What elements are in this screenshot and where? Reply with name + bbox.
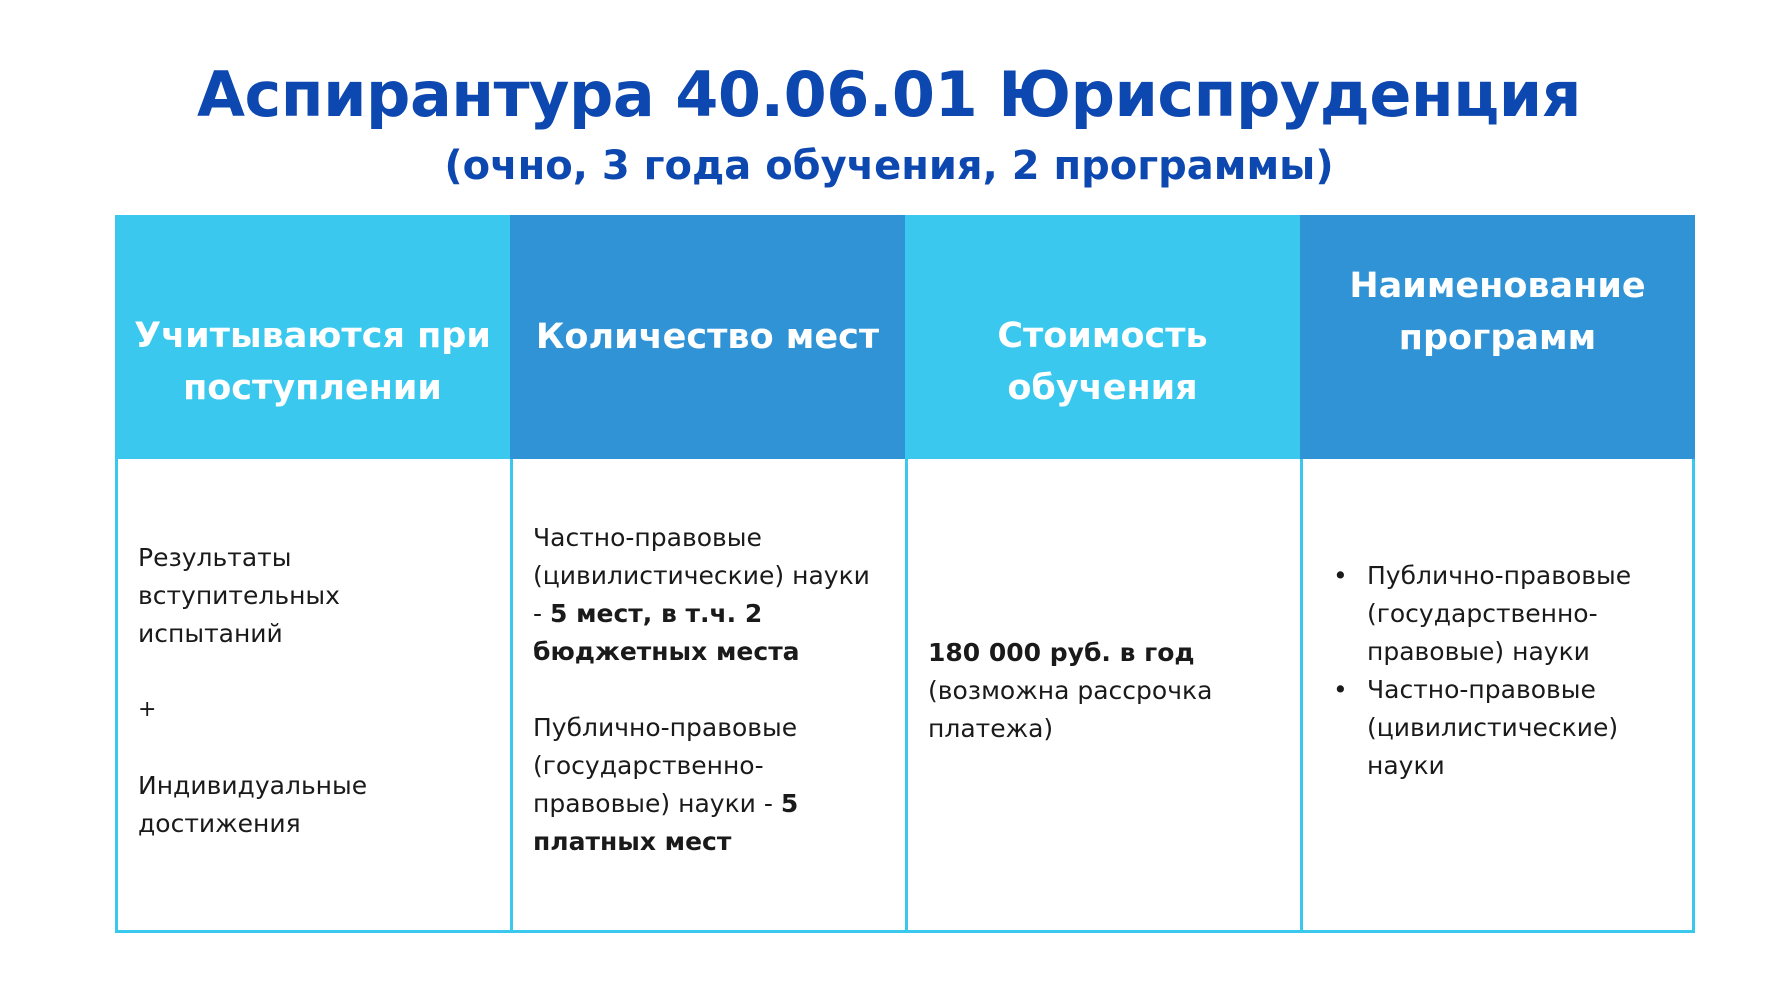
seats-text-line: Частно-правовые [533,523,762,552]
seats-text-line: бюджетных места [533,637,800,666]
seats-count-public: 5 [780,789,799,818]
list-item [1333,557,1688,671]
criteria-text-line: вступительных [138,581,340,610]
criteria-text-line: Индивидуальные [138,771,368,800]
header-programs: Наименование программ [1300,215,1695,459]
criteria-text-line: Результаты [138,543,292,572]
cell-programs [1300,459,1695,933]
cell-seats [510,459,905,933]
cell-tuition [905,459,1300,933]
header-seats: Количество мест [510,215,905,459]
seats-text-line: Публично-правовые [533,713,798,742]
seats-count-private: 5 мест, в т.ч. 2 [549,599,763,628]
header-tuition: Стоимость обучения [905,215,1300,459]
page-subtitle: (очно, 3 года обучения, 2 программы) [444,143,1334,189]
column-seats [510,215,905,933]
program-text-line: Частно-правовые [1367,675,1596,704]
bullet-icon: • [1333,675,1348,704]
criteria-text-line: достижения [138,809,301,838]
seats-text-line [533,785,898,823]
tuition-note-line: платежа) [928,714,1054,743]
column-programs [1300,215,1695,933]
program-text-line: (цивилистические) [1367,713,1619,742]
seats-text-line: (государственно- [533,751,764,780]
plus-sign: + [138,697,157,722]
header-admission-criteria: Учитываются при поступлении [115,215,510,459]
seats-text-line: платных мест [533,827,732,856]
program-text-line: (государственно- [1367,599,1598,628]
cell-admission-criteria [115,459,510,933]
program-text-line: науки [1367,751,1445,780]
seats-dash: - [533,599,550,628]
program-text-line: Публично-правовые [1367,561,1632,590]
program-text-line: правовые) науки [1367,637,1590,666]
list-item [1333,671,1688,785]
tuition-price: 180 000 руб. в год [928,638,1195,667]
page-title: Аспирантура 40.06.01 Юриспруденция [197,58,1581,131]
seats-text-line: (цивилистические) науки [533,561,870,590]
column-tuition [905,215,1300,933]
criteria-text-line: испытаний [138,619,283,648]
tuition-note-line: (возможна рассрочка [928,676,1213,705]
bullet-icon: • [1333,561,1348,590]
info-table [115,215,1695,933]
seats-text-part: правовые) науки - [533,789,781,818]
seats-text-line [533,595,898,633]
column-admission-criteria [115,215,510,933]
